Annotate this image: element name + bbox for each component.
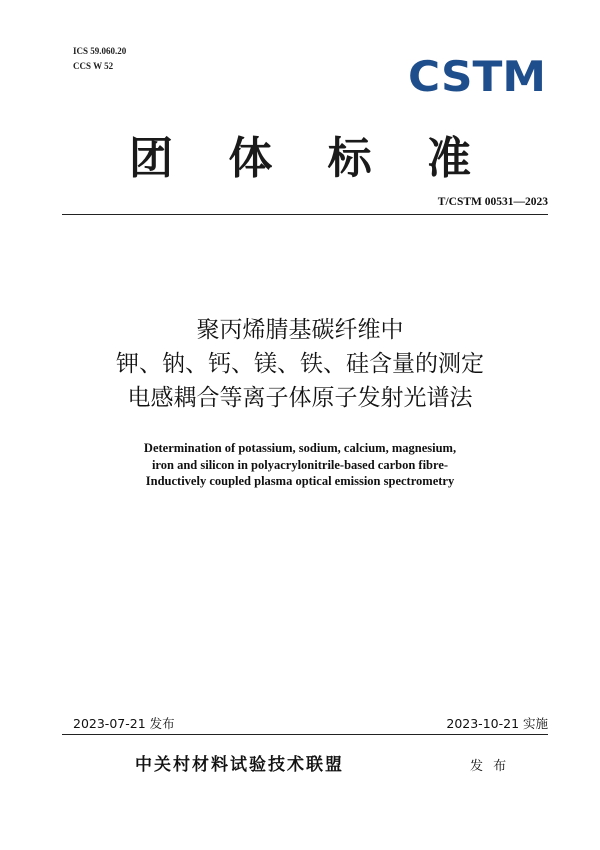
implement-date: 2023-10-21 实施	[446, 716, 548, 731]
cstm-logo	[408, 56, 548, 96]
ccs-code: CCS W 52	[73, 61, 114, 71]
cstm-logo-text: CSTM	[408, 56, 546, 96]
cstm-logo-graphic	[408, 56, 548, 96]
document-category-title: 团 体 标 准	[129, 133, 491, 184]
chinese-title	[0, 313, 600, 415]
bottom-divider	[62, 734, 548, 735]
classification-codes	[73, 44, 126, 74]
chinese-title-line-3: 电感耦合等离子体原子发射光谱法	[127, 385, 473, 411]
publish-date: 2023-07-21 发布	[73, 716, 175, 731]
issuing-organization: 中关村材料试验技术联盟	[135, 755, 344, 775]
english-title	[0, 440, 600, 490]
issue-label: 发 布	[470, 759, 510, 774]
chinese-title-line-2: 钾、钠、钙、镁、铁、硅含量的测定	[116, 351, 484, 377]
ics-code: ICS 59.060.20	[73, 46, 127, 56]
english-title-line-1: Determination of potassium, sodium, calcium, magnesium,	[143, 441, 457, 455]
english-title-line-3: Inductively coupled plasma optical emission spectrometry	[145, 474, 455, 488]
top-divider	[62, 214, 548, 215]
standard-number: T/CSTM 00531—2023	[437, 196, 548, 208]
chinese-title-line-1: 聚丙烯腈基碳纤维中	[196, 317, 404, 343]
english-title-line-2: iron and silicon in polyacrylonitrile-based carbon fibre-	[151, 457, 449, 472]
